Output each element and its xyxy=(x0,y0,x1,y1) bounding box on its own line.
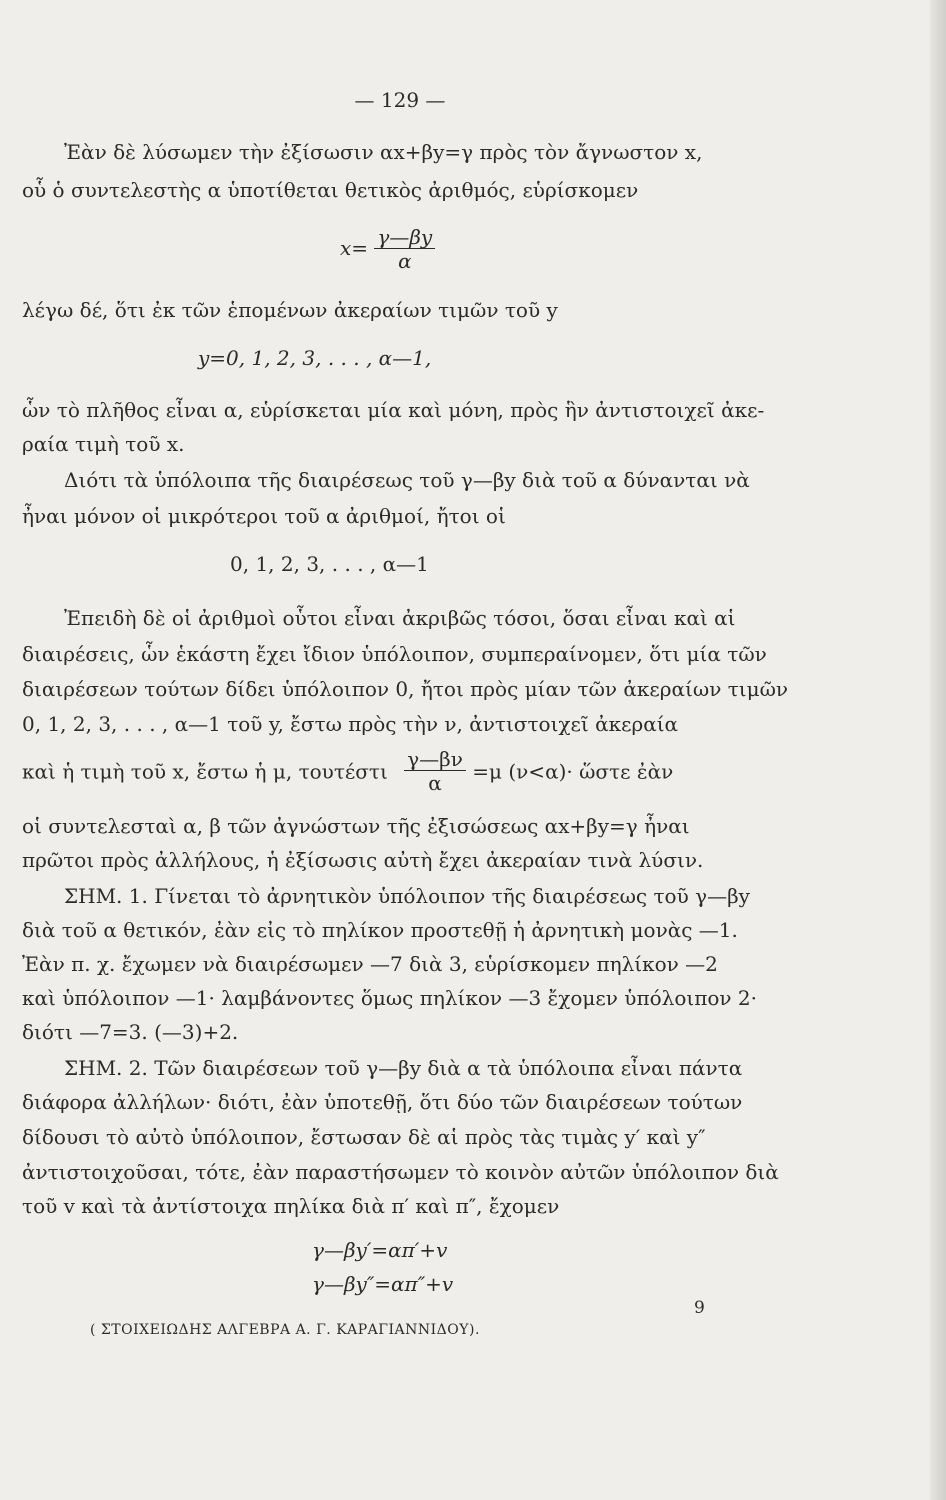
footer-book-title: ( ΣΤΟΙΧΕΙΩΔΗΣ ΑΛΓΕΒΡΑ Α. Γ. ΚΑΡΑΓΙΑΝΝΙΔΟΥ). xyxy=(90,1322,480,1338)
fraction-mu xyxy=(404,748,466,795)
text-line-16: πρῶτοι πρὸς ἀλλήλους, ἡ ἐξίσωσις αὐτὴ ἔχει ἀκεραίαν τινὰ λύσιν. xyxy=(22,848,704,872)
note-2-line-2: διάφορα ἀλλήλων· διότι, ἐὰν ὑποτεθῇ, ὅτι δύο τῶν διαιρέσεων τούτων xyxy=(22,1090,743,1114)
text-line-15: οἱ συντελεσταὶ α, β τῶν ἀγνώστων τῆς ἐξισώσεως αx+βy=γ ἦναι xyxy=(22,814,690,838)
text-line-14-end: =μ (ν<α)· ὥστε ἐὰν xyxy=(472,759,674,784)
footer-signature-mark: 9 xyxy=(694,1298,705,1318)
text-line-2: οὗ ὁ συντελεστὴς α ὑποτίθεται θετικὸς ἀριθμός, εὑρίσκομεν xyxy=(22,178,639,202)
text-line-7: Διότι τὰ ὑπόλοιπα τῆς διαιρέσεως τοῦ γ—βy διὰ τοῦ α δύνανται νὰ xyxy=(64,468,750,492)
text-line-1: Ἐὰν δὲ λύσωμεν τὴν ἐξίσωσιν αx+βy=γ πρὸς τὸν ἄγνωστον x, xyxy=(64,140,703,164)
text-line-5: ὧν τὸ πλῆθος εἶναι α, εὑρίσκεται μία καὶ μόνη, πρὸς ἣν ἀντιστοιχεῖ ἀκε- xyxy=(22,398,765,422)
text-line-3: λέγω δέ, ὅτι ἐκ τῶν ἑπομένων ἀκεραίων τιμῶν τοῦ y xyxy=(22,298,558,322)
fraction-mu-denominator: α xyxy=(428,771,442,795)
note-2-line-1: ΣΗΜ. 2. Τῶν διαιρέσεων τοῦ γ—βy διὰ α τὰ ὑπόλοιπα εἶναι πάντα xyxy=(64,1056,743,1080)
text-line-14-start: καὶ ἡ τιμὴ τοῦ x, ἔστω ἡ μ, τουτέστι xyxy=(22,759,388,784)
text-line-10: Ἐπειδὴ δὲ οἱ ἀριθμοὶ οὗτοι εἶναι ἀκριβῶς τόσοι, ὅσαι εἶναι καὶ αἱ xyxy=(64,606,736,630)
page-number xyxy=(0,88,800,112)
equation-1: γ—βy′=απ′+v xyxy=(312,1238,448,1262)
formula-x-denominator: α xyxy=(398,249,412,273)
text-line-11: διαιρέσεις, ὧν ἑκάστη ἔχει ἴδιον ὑπόλοιπον, συμπεραίνομεν, ὅτι μία τῶν xyxy=(22,642,767,666)
note-1-line-1: ΣΗΜ. 1. Γίνεται τὸ ἀρνητικὸν ὑπόλοιπον τῆς διαιρέσεως τοῦ γ—βy xyxy=(64,884,750,908)
text-line-6: ραία τιμὴ τοῦ x. xyxy=(22,432,185,456)
note-2-line-3: δίδουσι τὸ αὐτὸ ὑπόλοιπον, ἔστωσαν δὲ αἱ πρὸς τὰς τιμὰς y′ καὶ y″ xyxy=(22,1125,706,1149)
fraction-mu-numerator: γ—βν xyxy=(404,748,466,771)
note-2-line-4: ἀντιστοιχοῦσαι, τότε, ἐὰν παραστήσωμεν τὸ κοινὸν αὐτῶν ὑπόλοιπον διὰ xyxy=(22,1160,779,1184)
text-line-14 xyxy=(22,748,673,795)
page-number-text: — 129 — xyxy=(354,88,446,112)
text-line-13: 0, 1, 2, 3, . . . , α—1 τοῦ y, ἔστω πρὸς τὴν ν, ἀντιστοιχεῖ ἀκεραία xyxy=(22,712,679,736)
page-edge-shadow xyxy=(930,0,946,1500)
remainders-list: 0, 1, 2, 3, . . . , α—1 xyxy=(230,552,429,576)
formula-x-numerator: γ—βy xyxy=(374,226,435,249)
note-1-line-2: διὰ τοῦ α θετικόν, ἐὰν εἰς τὸ πηλίκον προστεθῇ ἡ ἀρνητικὴ μονὰς —1. xyxy=(22,918,738,942)
note-2-line-5: τοῦ v καὶ τὰ ἀντίστοιχα πηλίκα διὰ π′ καὶ π″, ἔχομεν xyxy=(22,1194,560,1218)
formula-x-lhs: x= xyxy=(340,236,369,260)
equation-2: γ—βy″=απ″+v xyxy=(312,1272,454,1296)
text-line-12: διαιρέσεων τούτων δίδει ὑπόλοιπον 0, ἤτοι πρὸς μίαν τῶν ἀκεραίων τιμῶν xyxy=(22,677,789,701)
note-1-line-3: Ἐὰν π. χ. ἔχωμεν νὰ διαιρέσωμεν —7 διὰ 3, εὑρίσκομεν πηλίκον —2 xyxy=(22,952,718,976)
formula-x xyxy=(340,226,435,273)
formula-x-fraction xyxy=(374,226,435,273)
note-1-line-5: διότι —7=3. (—3)+2. xyxy=(22,1020,239,1044)
note-1-line-4: καὶ ὑπόλοιπον —1· λαμβάνοντες ὅμως πηλίκον —3 ἔχομεν ὑπόλοιπον 2· xyxy=(22,986,757,1010)
text-line-8: ἦναι μόνον οἱ μικρότεροι τοῦ α ἀριθμοί, ἤτοι οἱ xyxy=(22,504,506,528)
values-of-y: y=0, 1, 2, 3, . . . , α—1, xyxy=(198,346,432,370)
